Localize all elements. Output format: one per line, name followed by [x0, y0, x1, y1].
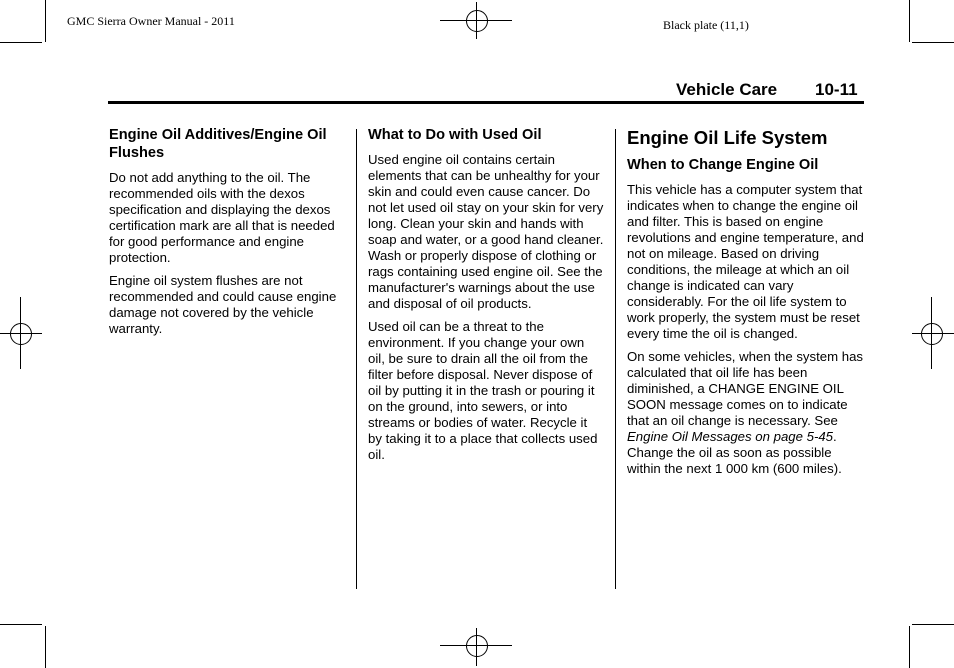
heading-oil-additives: Engine Oil Additives/Engine Oil Flushes: [109, 127, 327, 161]
heading-used-oil: What to Do with Used Oil: [368, 127, 542, 143]
header-rule: [108, 101, 864, 104]
page-number: 10-11: [815, 80, 858, 99]
paragraph: Used oil can be a threat to the environment. If you change your own oil, be sure to drain all the oil from the filter before disposal. Never dispose of oil by putting it in the trash or pouring it on the ground, into sewers, or into streams or bodies of water. Recycle it by taking it to a place that collects used oil.: [368, 319, 598, 462]
paragraph-text: On some vehicles, when the system has calculated that oil life has been diminished, a CHANGE ENGINE OIL SOON message comes on to indicate that an oil change is necessary. See: [627, 349, 864, 428]
paragraph: Used engine oil contains certain elements that can be unhealthy for your skin and could even cause cancer. Do not let used oil stay on your skin for very long. Clean your skin and hands with soap and water, or a good hand cleaner. Wash or properly dispose of clothing or rags containing used engine oil. See the manufacturer's warnings about the use and disposal of oil products.: [368, 152, 604, 311]
section-title: Vehicle Care: [676, 80, 778, 99]
print-meta-right: Black plate (11,1): [663, 18, 749, 32]
paragraph-text: . Change the oil as soon as possible within the next 1 000 km (600 miles).: [627, 429, 842, 476]
cross-reference-link[interactable]: Engine Oil Messages on page 5‑45: [627, 429, 834, 444]
column-1: [109, 126, 347, 344]
paragraph: [627, 349, 865, 477]
paragraph: Engine oil system flushes are not recommended and could cause engine damage not covered by the vehicle warranty.: [109, 273, 337, 336]
subheading-when-to-change: When to Change Engine Oil: [627, 157, 819, 173]
print-meta-left: GMC Sierra Owner Manual - 2011: [67, 14, 235, 28]
column-divider: [615, 129, 616, 589]
column-3: [627, 126, 865, 484]
column-divider: [356, 129, 357, 589]
heading-oil-life-system: Engine Oil Life System: [627, 127, 828, 148]
paragraph: Do not add anything to the oil. The recommended oils with the dexos specification and displaying the dexos certification mark are all that is needed for good performance and engine protection.: [109, 170, 335, 265]
column-2: [368, 126, 604, 470]
paragraph: This vehicle has a computer system that indicates when to change the engine oil and filter. This is based on engine revolutions and engine temperature, and not on mileage. Based on driving conditions, the mileage at which an oil change is indicated can vary considerably. For the oil life system to work properly, the system must be reset every time the oil is changed.: [627, 182, 864, 341]
